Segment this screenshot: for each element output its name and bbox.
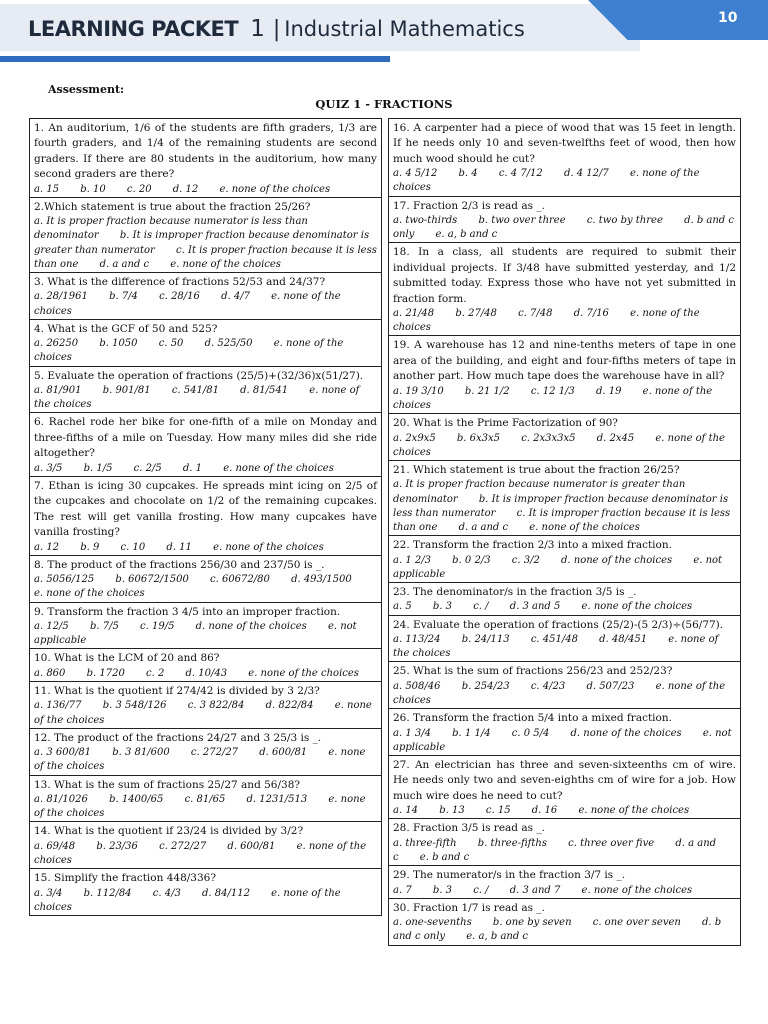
answer-choice: a. 81/1026 <box>34 794 88 805</box>
answer-choice: a. 26250 <box>34 338 79 350</box>
packet-label: LEARNING PACKET <box>28 17 239 41</box>
answer-choice: c. 15 <box>485 805 511 817</box>
quiz-title: QUIZ 1 - FRACTIONS <box>315 97 453 111</box>
answer-choice: b. 3 <box>432 601 452 613</box>
question-text: 26. Transform the fraction 5/4 into a mixed fraction. <box>393 712 672 725</box>
answer-choices <box>393 478 736 535</box>
answer-choice: e. none of the choices <box>248 667 359 679</box>
answer-choice: c. 4/23 <box>530 680 566 692</box>
answer-choice: e. b and c <box>419 852 470 864</box>
question-text: 24. Evaluate the operation of fractions (25/2)-(5 2/3)÷(56/77). <box>393 618 724 631</box>
answer-choices <box>393 804 736 818</box>
answer-choice: b. 254/23 <box>461 680 510 692</box>
answer-choice: d. 3 and 7 <box>509 884 561 896</box>
answer-choice: b. 3 81/600 <box>112 747 170 759</box>
answer-choice: a. 136/77 <box>34 700 82 712</box>
answer-choice: a. 69/48 <box>34 840 76 852</box>
answer-choices <box>393 837 736 865</box>
question-text: 22. Transform the fraction 2/3 into a mixed fraction. <box>393 539 672 552</box>
answer-choice: b. three-fifths <box>477 837 547 849</box>
question-text: 28. Fraction 3/5 is read as _. <box>393 822 545 835</box>
answer-choice: c. 12 1/3 <box>530 385 575 397</box>
question-text: 19. A warehouse has 12 and nine-tenths meters of tape in one area of the building, and eight and four-fifths meters of tape in another part. How much tape does the warehouse have in all? <box>393 339 736 383</box>
question-item <box>389 899 740 945</box>
answer-choices <box>34 840 377 868</box>
answer-choices <box>34 183 377 197</box>
answer-choice: a. 5056/125 <box>34 574 95 586</box>
answer-choice: a. 3/5 <box>34 462 63 474</box>
question-text: 1. An auditorium, 1/6 of the students are fifth graders, 1/3 are fourth graders, and 1/4 of the remaining students are second graders. If there are 80 students in the auditorium, how many second graders are there? <box>34 122 377 181</box>
question-text: 11. What is the quotient if 274/42 is divided by 3 2/3? <box>34 684 320 697</box>
answer-choices <box>34 215 377 272</box>
header-separator: | <box>272 17 281 42</box>
answer-choice: a. two-thirds <box>393 215 458 227</box>
answer-choice: d. 10/43 <box>185 667 228 679</box>
answer-choice: d. 16 <box>531 805 558 817</box>
question-item <box>30 603 381 650</box>
answer-choice: c. three over five <box>568 837 655 849</box>
question-item <box>30 822 381 869</box>
answer-choice: d. 4 12/7 <box>563 168 609 180</box>
question-item <box>389 866 740 899</box>
answer-choice: a. 81/901 <box>34 385 82 397</box>
answer-choice: e. not applicable <box>393 727 732 753</box>
question-item <box>389 662 740 709</box>
answer-choice: c. 4 7/12 <box>498 168 543 180</box>
answer-choice: e. none of the choices <box>34 887 341 913</box>
page-header <box>0 0 768 64</box>
answer-choice: b. 10 <box>80 183 106 195</box>
answer-choice: c. 272/27 <box>190 747 239 759</box>
answer-choice: a. 508/46 <box>393 680 441 692</box>
question-text: 21. Which statement is true about the fraction 26/25? <box>393 463 680 476</box>
answer-choice: b. 1050 <box>99 338 138 350</box>
answer-choice: e. a, b and c <box>435 229 498 241</box>
question-item <box>389 616 740 663</box>
answer-choices <box>393 916 736 944</box>
page-number: 10 <box>718 10 738 26</box>
answer-choices <box>34 290 377 318</box>
answer-choices <box>34 699 377 727</box>
header-underline <box>0 56 390 62</box>
question-item <box>389 119 740 197</box>
question-item <box>30 119 381 198</box>
question-item <box>30 682 381 729</box>
assessment-label: Assessment: <box>48 83 125 96</box>
answer-choice: c. 0 5/4 <box>511 727 550 739</box>
answer-choice: a. one-sevenths <box>393 917 472 929</box>
answer-choice: d. 4/7 <box>221 291 250 303</box>
answer-choice: b. two over three <box>478 215 566 227</box>
answer-choices <box>393 727 736 755</box>
question-text: 12. The product of the fractions 24/27 and 3 25/3 is _. <box>34 731 322 744</box>
answer-choice: e. none of the choices <box>34 385 360 411</box>
answer-choice: e. none of the choices <box>34 588 145 600</box>
answer-choice: d. 600/81 <box>227 840 276 852</box>
answer-choice: c. one over seven <box>592 917 681 929</box>
answer-choice: b. 3 <box>432 884 452 896</box>
question-text: 18. In a class, all students are required to submit their individual projects. If 3/48 have submitted yesterday, and 1/2 submitted today. Express those who have not yet submitted in fraction form. <box>393 246 736 305</box>
answer-choice: b. 7/5 <box>89 620 119 632</box>
answer-choice: d. 11 <box>166 541 192 553</box>
answer-choice: e. not applicable <box>393 554 723 580</box>
question-item <box>30 198 381 273</box>
answer-choice: c. 50 <box>158 338 184 350</box>
question-text: 20. What is the Prime Factorization of 90? <box>393 417 618 430</box>
question-item <box>389 461 740 536</box>
answer-choice: c. 60672/80 <box>210 574 270 586</box>
answer-choice: e. a, b and c <box>466 931 529 943</box>
question-text: 27. An electrician has three and seven-sixteenths cm of wire. He needs only two and seven-eighths cm of wire for a job. How much wire does he need to cut? <box>393 758 736 802</box>
question-item <box>389 414 740 461</box>
answer-choice: d. 84/112 <box>202 887 250 899</box>
answer-choice: d. 525/50 <box>204 338 253 350</box>
answer-choice: d. 3 and 5 <box>509 601 561 613</box>
answer-choice: d. 48/451 <box>599 633 648 645</box>
answer-choice: b. 0 2/3 <box>452 554 491 566</box>
answer-choice: c. 272/27 <box>159 840 207 852</box>
answer-choice: e. none of the choices <box>578 805 690 817</box>
question-item <box>30 869 381 915</box>
answer-choice: b. 1/5 <box>83 462 113 474</box>
answer-choice: a. 15 <box>34 183 60 195</box>
answer-choice: c. It is improper fraction because it is less than one <box>393 507 731 533</box>
answer-choices <box>34 793 377 821</box>
question-item <box>30 413 381 476</box>
answer-choices <box>34 573 377 601</box>
question-text: 29. The numerator/s in the fraction 3/7 is _. <box>393 869 626 882</box>
question-item <box>389 197 740 244</box>
answer-choice: b. 4 <box>458 168 478 180</box>
answer-choice: d. 493/1500 <box>291 574 352 586</box>
answer-choice: d. 1 <box>182 462 203 474</box>
answer-choices <box>393 214 736 242</box>
answer-choice: b. 21 1/2 <box>464 385 510 397</box>
answer-choice: a. 7 <box>393 884 412 896</box>
answer-choices <box>393 884 736 898</box>
answer-choice: a. 12/5 <box>34 620 69 632</box>
answer-choice: d. 19 <box>595 385 622 397</box>
question-text: 8. The product of the fractions 256/30 and 237/50 is _. <box>34 558 325 571</box>
answer-choice: d. a and c <box>99 258 150 270</box>
question-item <box>389 819 740 866</box>
answer-choice: a. 12 <box>34 541 60 553</box>
question-item <box>30 556 381 603</box>
answer-choices <box>393 600 736 614</box>
answer-choice: a. 4 5/12 <box>393 168 438 180</box>
answer-choice: c. 7/48 <box>518 308 553 320</box>
answer-choice: b. 112/84 <box>83 887 132 899</box>
answer-choice: e. none of the choices <box>393 633 719 660</box>
question-text: 3. What is the difference of fractions 52/53 and 24/37? <box>34 276 326 289</box>
answer-choices <box>34 541 377 555</box>
answer-choice: e. none of the choices <box>34 747 366 773</box>
question-item <box>389 756 740 819</box>
answer-choice: e. none of the choices <box>223 462 334 474</box>
answer-choices <box>393 307 736 335</box>
answer-choices <box>34 462 377 476</box>
question-item <box>30 320 381 367</box>
answer-choice: a. 2x9x5 <box>393 432 436 444</box>
question-text: 6. Rachel rode her bike for one-fifth of a mile on Monday and three-fifths of a mile on Tuesday. How many miles did she ride altogether? <box>34 416 377 460</box>
answer-choice: c. 19/5 <box>140 620 175 632</box>
answer-choice: a. 3/4 <box>34 887 63 899</box>
question-item <box>30 477 381 556</box>
header-title <box>28 16 525 42</box>
answer-choice: e. none of the choices <box>34 291 341 317</box>
answer-choice: c. 541/81 <box>171 385 219 397</box>
answer-choice: c. 3/2 <box>511 554 540 566</box>
question-item <box>389 583 740 616</box>
answer-choice: d. 7/16 <box>573 308 609 320</box>
answer-choice: c. two by three <box>586 215 663 227</box>
question-text: 16. A carpenter had a piece of wood that was 15 feet in length. If he needs only 10 and seven-twelfths feet of wood, then how much wood should he cut? <box>393 122 736 165</box>
answer-choices <box>34 887 377 915</box>
answer-choice: a. three-fifth <box>393 837 457 849</box>
answer-choice: e. none of the choices <box>393 680 726 706</box>
answer-choice: e. none of the choices <box>393 308 700 334</box>
answer-choices <box>393 554 736 582</box>
answer-choice: e. none of the choices <box>34 700 372 726</box>
answer-choice: d. 12 <box>172 183 199 195</box>
answer-choice: c. 2x3x3x5 <box>521 432 576 444</box>
answer-choice: b. 1400/65 <box>109 794 164 805</box>
question-item <box>30 776 381 823</box>
answer-choice: a. 1 3/4 <box>393 727 431 739</box>
question-text: 15. Simplify the fraction 448/336? <box>34 872 216 885</box>
subject-title: Industrial Mathematics <box>284 17 525 41</box>
answer-choice: c. 81/65 <box>184 794 226 805</box>
question-text: 7. Ethan is icing 30 cupcakes. He spreads mint icing on 2/5 of the cupcakes and chocolate on 1/2 of the remaining cupcakes. The rest will get vanilla frosting. How many cupcakes have vanilla frosting? <box>34 479 377 539</box>
answer-choice: c. / <box>473 884 489 896</box>
answer-choice: a. It is proper fraction because numerator is less than denominator <box>34 216 308 242</box>
answer-choice: b. It is improper fraction because denominator is greater than numerator <box>34 230 370 256</box>
answer-choice: d. none of the choices <box>195 620 307 632</box>
answer-choice: c. 28/16 <box>159 291 200 303</box>
answer-choice: d. b and c only <box>393 917 722 943</box>
answer-choice: d. 1231/513 <box>246 794 308 805</box>
answer-choice: a. 113/24 <box>393 633 441 645</box>
answer-choice: b. 9 <box>80 541 100 553</box>
answer-choice: b. 27/48 <box>455 308 497 320</box>
answer-choice: d. 822/84 <box>265 700 314 712</box>
answer-choice: e. none of the choices <box>581 601 693 613</box>
answer-choice: c. 451/48 <box>530 633 578 645</box>
answer-choice: b. 7/4 <box>109 291 138 303</box>
answer-choices <box>34 746 377 774</box>
question-item <box>30 729 381 776</box>
answer-choice: e. none of the choices <box>219 183 331 195</box>
answer-choice: a. 21/48 <box>393 308 435 320</box>
answer-choice: c. 20 <box>126 183 152 195</box>
answer-choice: d. 600/81 <box>259 747 308 759</box>
answer-choice: d. 81/541 <box>240 385 289 397</box>
answer-choice: b. 1 1/4 <box>452 727 491 739</box>
answer-choice: a. 1 2/3 <box>393 554 431 566</box>
answer-choice: d. a and c <box>458 521 509 533</box>
packet-number: 1 <box>250 16 265 42</box>
answer-choice: d. 507/23 <box>586 680 635 692</box>
answer-choices <box>393 680 736 708</box>
answer-choice: c. It is proper fraction because it is less than one <box>34 244 377 270</box>
answer-choice: a. 19 3/10 <box>393 385 444 397</box>
question-item <box>30 649 381 682</box>
answer-choice: b. 6x3x5 <box>456 432 500 444</box>
answer-choice: c. 10 <box>120 541 146 553</box>
question-text: 5. Evaluate the operation of fractions (25/5)+(32/36)x(51/27). <box>34 369 364 382</box>
answer-choices <box>393 432 736 460</box>
answer-choice: e. none of the choices <box>34 840 367 867</box>
answer-choice: e. none of the choices <box>393 168 700 194</box>
answer-choice: b. 3 548/126 <box>102 700 167 712</box>
answer-choice: c. 3 822/84 <box>187 700 245 712</box>
question-text: 10. What is the LCM of 20 and 86? <box>34 652 220 665</box>
question-item <box>389 243 740 336</box>
answer-choice: a. 3 600/81 <box>34 747 92 759</box>
answer-choice: d. b and c only <box>393 215 734 241</box>
right-question-column <box>388 118 741 946</box>
question-text: 13. What is the sum of fractions 25/27 and 56/38? <box>34 778 301 791</box>
answer-choices <box>34 620 377 648</box>
answer-choice: b. 13 <box>439 805 465 817</box>
answer-choices <box>34 337 377 365</box>
answer-choice: b. one by seven <box>492 917 572 929</box>
answer-choice: e. none of the choices <box>170 258 281 270</box>
answer-choices <box>34 667 377 681</box>
question-item <box>389 536 740 583</box>
answer-choice: b. 1720 <box>86 667 125 679</box>
answer-choice: e. none of the choices <box>34 794 366 820</box>
answer-choice: a. 14 <box>393 805 419 817</box>
answer-choices <box>34 384 377 412</box>
answer-choice: d. 2x45 <box>596 432 635 444</box>
question-text: 9. Transform the fraction 3 4/5 into an improper fraction. <box>34 605 341 618</box>
question-text: 17. Fraction 2/3 is read as _. <box>393 199 545 212</box>
answer-choice: b. 23/36 <box>96 840 138 852</box>
answer-choice: c. 2/5 <box>133 462 162 474</box>
question-text: 4. What is the GCF of 50 and 525? <box>34 322 218 335</box>
answer-choice: b. 24/113 <box>461 633 510 645</box>
answer-choice: e. none of the choices <box>34 338 344 364</box>
answer-choice: e. none of the choices <box>213 541 324 553</box>
answer-choice: b. It is improper fraction because denominator is less than numerator <box>393 493 729 519</box>
answer-choice: a. 5 <box>393 601 412 613</box>
answer-choices <box>393 633 736 661</box>
question-item <box>30 367 381 414</box>
answer-choice: d. none of the choices <box>561 554 673 566</box>
answer-choice: e. not applicable <box>34 620 357 647</box>
left-question-column <box>29 118 382 916</box>
question-item <box>389 336 740 414</box>
answer-choices <box>393 385 736 413</box>
question-item <box>389 709 740 756</box>
answer-choice: a. 28/1961 <box>34 291 88 303</box>
answer-choice: a. It is proper fraction because numerator is greater than denominator <box>393 479 686 505</box>
question-text: 25. What is the sum of fractions 256/23 and 252/23? <box>393 665 673 678</box>
answer-choice: d. a and c <box>393 837 717 864</box>
answer-choice: c. 4/3 <box>152 887 181 899</box>
answer-choice: e. none of the choices <box>393 432 725 458</box>
answer-choice: b. 60672/1500 <box>115 574 189 586</box>
answer-choice: b. 901/81 <box>102 385 151 397</box>
answer-choices <box>393 167 736 195</box>
answer-choice: c. 2 <box>146 667 165 679</box>
question-item <box>30 273 381 320</box>
answer-choice: e. none of the choices <box>393 385 713 411</box>
question-text: 14. What is the quotient if 23/24 is divided by 3/2? <box>34 825 304 838</box>
answer-choice: e. none of the choices <box>581 884 693 896</box>
answer-choice: e. none of the choices <box>529 521 640 533</box>
answer-choice: d. none of the choices <box>570 727 682 739</box>
question-text: 2.Which statement is true about the fraction 25/26? <box>34 200 311 213</box>
answer-choice: c. / <box>473 601 489 613</box>
question-text: 30. Fraction 1/7 is read as _. <box>393 901 545 914</box>
question-text: 23. The denominator/s in the fraction 3/5 is _. <box>393 585 637 598</box>
answer-choice: a. 860 <box>34 667 66 679</box>
